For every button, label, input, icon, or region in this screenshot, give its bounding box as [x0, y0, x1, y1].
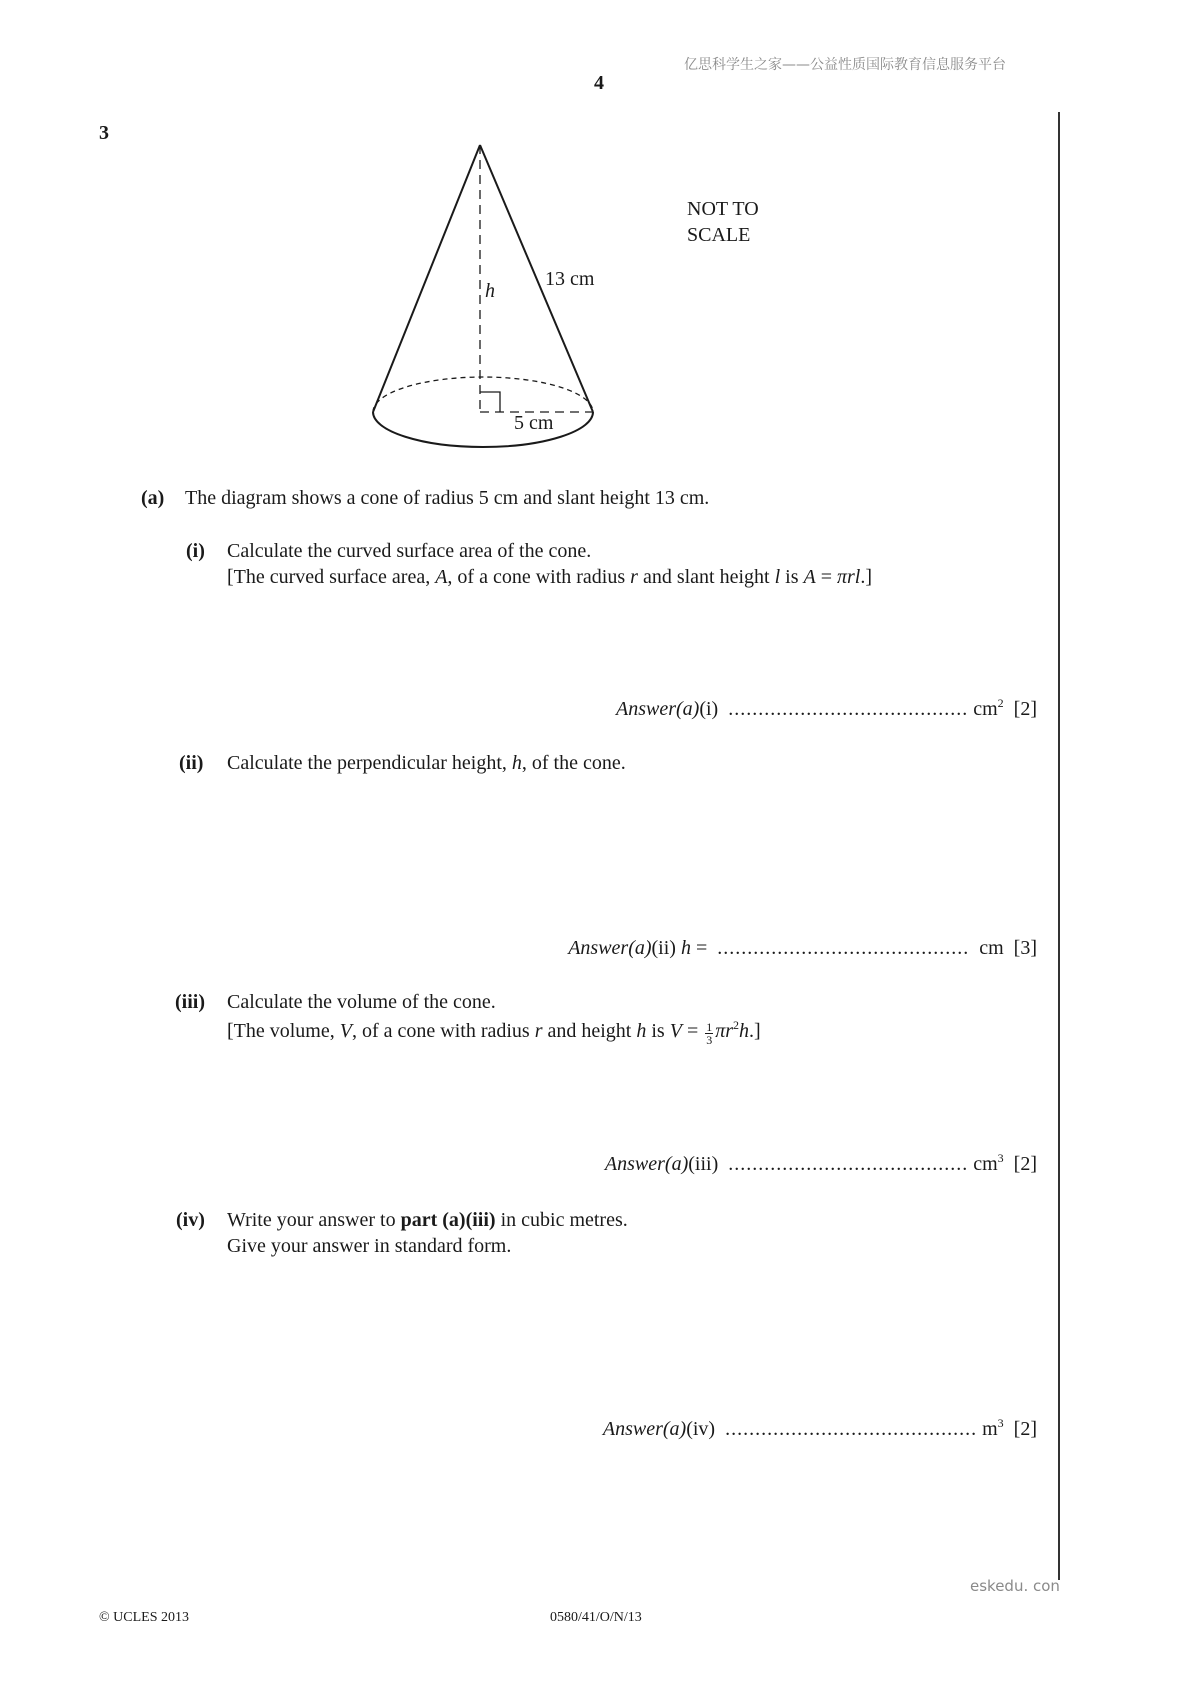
answer-a-iii-line[interactable]: Answer(a)(iii) ........................................ $cm^3$ [2] [604, 1151, 1037, 1175]
watermark-header: 亿思科学生之家——公益性质国际教育信息服务平台 [684, 57, 1006, 73]
part-iv-instruction: Write your answer to part (a)(iii) in cubic metres. [227, 1209, 628, 1231]
part-iii-formula-note: [The volume, V, of a cone with radius r and height h is V = $\frac{1}{3}$ $\pi r^2h$.] [227, 1018, 761, 1047]
part-iii-label: (iii) [175, 991, 205, 1013]
answer-a-ii-field[interactable]: .......................................... [717, 937, 970, 959]
right-angle-marker [480, 392, 500, 412]
part-ii-label: (ii) [179, 752, 204, 774]
answer-a-iii-field[interactable]: ........................................ [728, 1153, 969, 1175]
part-a-text: The diagram shows a cone of radius 5 cm and slant height 13 cm. [185, 487, 710, 509]
part-i-formula-note: [The curved surface area, A, of a cone with radius r and slant height l is A = πrl.] [227, 566, 873, 588]
answer-a-i-line[interactable]: Answer(a)(i) ........................................ $cm^2$ [2] [616, 696, 1037, 720]
part-iii-instruction: Calculate the volume of the cone. [227, 991, 496, 1013]
answer-a-ii-line[interactable]: Answer(a)(ii) h = .......................................... cm [3] [568, 937, 1037, 959]
part-iv-instruction-line2: Give your answer in standard form. [227, 1235, 512, 1257]
cone-base-front [373, 412, 593, 447]
marks-a-i: [2] [1013, 698, 1037, 720]
footer-copyright: © UCLES 2013 [99, 1610, 189, 1625]
not-to-scale-line1: NOT TO [687, 198, 759, 220]
answer-a-iv-line[interactable]: Answer(a)(iv) .......................................... $m^3$ [2] [602, 1416, 1037, 1440]
footer-paper-code: 0580/41/O/N/13 [550, 1610, 642, 1625]
radius-label: 5 cm [514, 412, 554, 434]
marks-a-iii: [2] [1013, 1153, 1037, 1175]
part-iv-label: (iv) [176, 1209, 205, 1231]
footer-site-watermark: eskedu. con [970, 1577, 1060, 1595]
right-margin-rule [1058, 112, 1060, 1580]
part-a-label: (a) [141, 487, 165, 509]
marks-a-iv: [2] [1013, 1418, 1037, 1440]
cone-base-back [373, 377, 593, 412]
part-ii-instruction: Calculate the perpendicular height, h, of the cone. [227, 752, 626, 774]
part-i-instruction: Calculate the curved surface area of the cone. [227, 540, 592, 562]
cone-left-edge [373, 145, 480, 412]
height-label: h [485, 280, 495, 302]
one-third-fraction: $\frac{1}{3}$ [706, 1020, 713, 1047]
part-i-label: (i) [186, 540, 205, 562]
page-number: 4 [594, 72, 604, 94]
not-to-scale-line2: SCALE [687, 224, 751, 246]
answer-a-i-field[interactable]: ........................................ [728, 698, 969, 720]
slant-height-label: 13 cm [545, 268, 595, 290]
question-number: 3 [99, 122, 109, 144]
marks-a-ii: [3] [1013, 937, 1037, 959]
answer-a-iv-field[interactable]: .......................................... [725, 1418, 978, 1440]
